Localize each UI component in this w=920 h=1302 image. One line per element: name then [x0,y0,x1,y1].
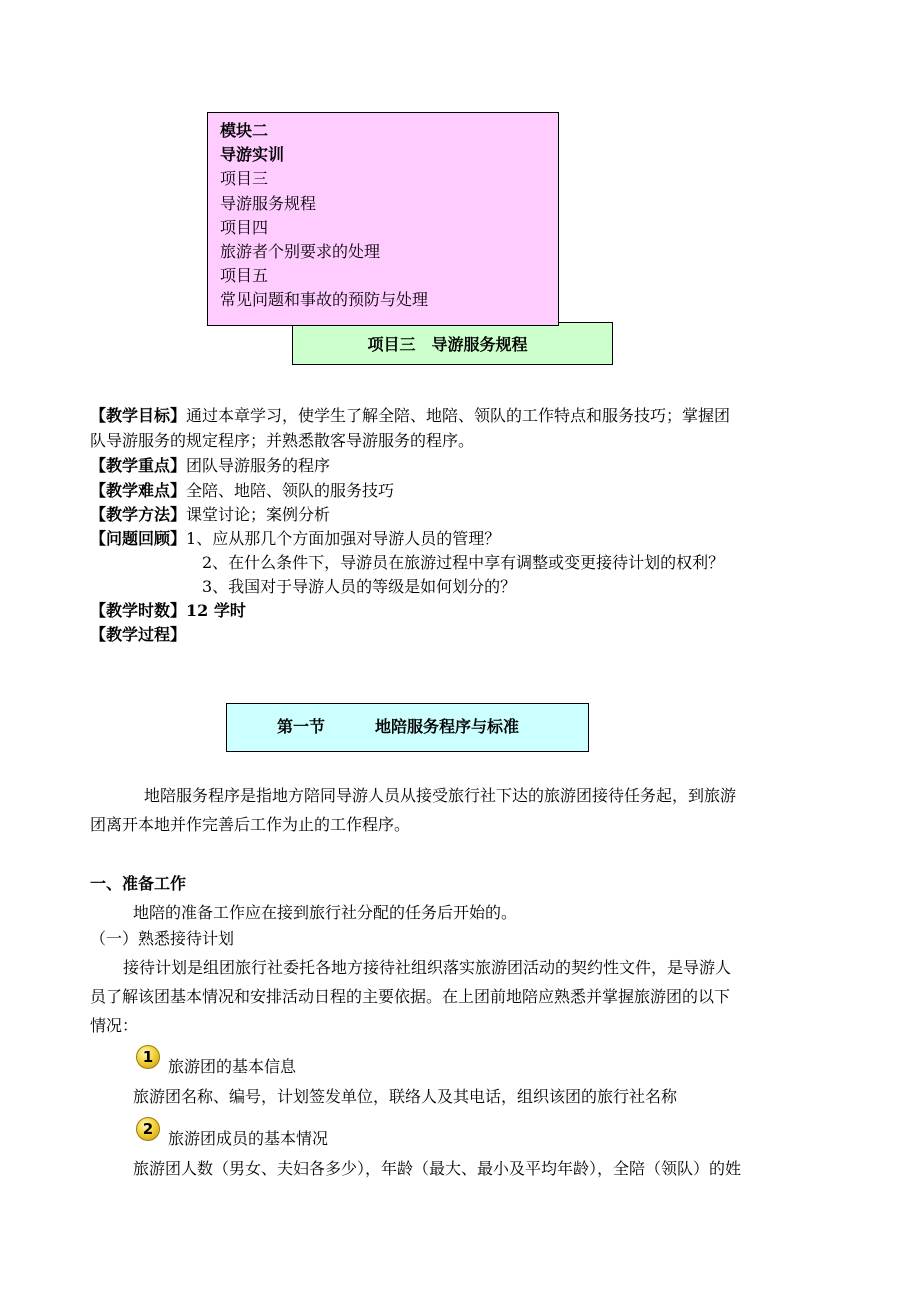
goal-label: 【教学目标】 [90,406,187,425]
teaching-hours [90,598,246,621]
review-q3: 3、我国对于导游人员的等级是如何划分的？ [202,577,517,596]
number-two-icon: 2 [136,1117,160,1141]
module-item: 项目三 [220,169,269,189]
part1-paragraph-cont: 员了解该团基本情况和安排活动日程的主要依据。在上团前地陪应熟悉并掌握旅游团的以下 [90,987,731,1006]
item-title: 旅游团的基本信息 [168,1057,297,1076]
teaching-review [90,526,500,549]
section-title: 地陪服务程序与标准 [375,717,520,736]
focus-label: 【教学重点】 [90,456,187,475]
module-item: 旅游者个别要求的处理 [220,242,381,262]
goal-text-cont: 队导游服务的规定程序；并熟悉散客导游服务的程序。 [90,431,475,450]
module-item: 项目四 [220,217,269,237]
part1-paragraph: 接待计划是组团旅行社委托各地方接待社组织落实旅游团活动的契约性文件，是导游人 [123,958,732,977]
intro-text-cont: 团离开本地并作完善后工作为止的工作程序。 [90,815,411,834]
number-one-icon: 1 [136,1045,160,1069]
module-item: 项目五 [220,266,269,286]
focus-text: 团队导游服务的程序 [186,456,331,475]
part1-subheading: （一）熟悉接待计划 [90,929,235,948]
teaching-method [90,502,330,525]
module-item: 导游服务规程 [220,193,317,213]
project-title: 项目三 导游服务规程 [367,335,528,354]
teaching-goal [90,403,730,426]
project-title-box [292,322,613,365]
module-item: 常见问题和事故的预防与处理 [220,290,429,310]
item-title: 旅游团成员的基本情况 [168,1129,329,1148]
module-box [207,112,559,326]
intro-text: 地陪服务程序是指地方陪同导游人员从接受旅行社下达的旅游团接待任务起，到旅游 [144,786,737,805]
item-text: 旅游团人数（男女、夫妇各多少），年龄（最大、最小及平均年龄），全陪（领队）的姓 [133,1159,742,1178]
goal-text: 通过本章学习，使学生了解全陪、地陪、领队的工作特点和服务技巧；掌握团 [186,406,731,425]
teaching-difficulty [90,478,394,501]
review-q2: 2、在什么条件下，导游员在旅游过程中享有调整或变更接待计划的权利？ [202,553,725,572]
process-label: 【教学过程】 [90,625,187,644]
difficulty-text: 全陪、地陪、领队的服务技巧 [186,481,395,500]
section-number: 第一节 [277,717,326,736]
module-title: 模块二 [220,121,269,140]
part1-paragraph-end: 情况： [90,1016,139,1035]
method-text: 课堂讨论；案例分析 [186,505,331,524]
hours-label: 【教学时数】 [90,601,187,620]
section-title-box [226,703,589,752]
module-subtitle: 导游实训 [220,145,285,165]
review-q1: 1、应从那几个方面加强对导游人员的管理？ [186,529,501,548]
difficulty-label: 【教学难点】 [90,481,187,500]
part1-heading: 一、准备工作 [90,874,187,893]
teaching-focus [90,453,330,476]
hours-text: 12 学时 [186,601,246,620]
method-label: 【教学方法】 [90,505,187,524]
review-label: 【问题回顾】 [90,529,187,548]
item-text: 旅游团名称、编号，计划签发单位，联络人及其电话，组织该团的旅行社名称 [133,1087,678,1106]
part1-text: 地陪的准备工作应在接到旅行社分配的任务后开始的。 [133,903,518,922]
